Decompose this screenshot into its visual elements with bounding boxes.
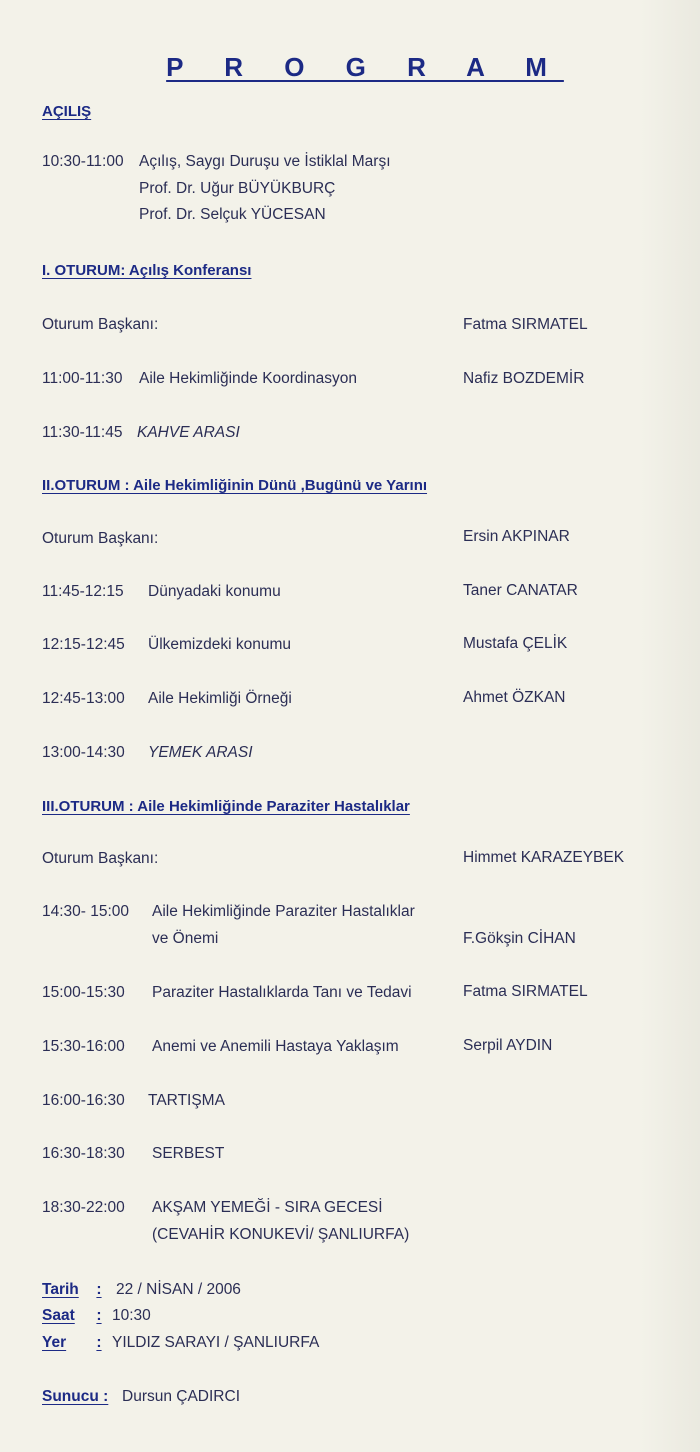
place-value: YILDIZ SARAYI / ŞANLIURFA xyxy=(112,1334,320,1351)
session3-row3-topic: Anemi ve Anemili Hastaya Yaklaşım xyxy=(152,1038,399,1055)
opening-speaker-2: Prof. Dr. Selçuk YÜCESAN xyxy=(139,206,326,223)
session3-row2-time: 15:00-15:30 xyxy=(42,984,125,1001)
session3-row1-time: 14:30- 15:00 xyxy=(42,903,130,920)
session1-break-time: 11:30-11:45 xyxy=(42,424,123,441)
session2-break-time: 13:00-14:30 xyxy=(42,744,125,761)
session3-chair-label: Oturum Başkanı: xyxy=(42,850,159,867)
session3-row4-topic: TARTIŞMA xyxy=(148,1092,225,1109)
session2-row1-time: 11:45-12:15 xyxy=(42,583,124,600)
place-colon: : xyxy=(96,1334,102,1351)
time-colon: : xyxy=(96,1307,102,1324)
session3-chair: Himmet KARAZEYBEK xyxy=(463,849,625,866)
session3-row3-speaker: Serpil AYDIN xyxy=(463,1037,553,1054)
page-title: P R O G R A M xyxy=(166,52,564,82)
session3-heading: III.OTURUM : Aile Hekimliğinde Paraziter Hastalıklar xyxy=(42,798,410,815)
opening-heading: AÇILIŞ xyxy=(42,103,92,120)
opening-item: Açılış, Saygı Duruşu ve İstiklal Marşı xyxy=(139,153,391,170)
session2-row3-topic: Aile Hekimliği Örneği xyxy=(148,690,292,707)
session2-break-label: YEMEK ARASI xyxy=(148,744,253,761)
session2-row3-time: 12:45-13:00 xyxy=(42,690,125,707)
session1-row1-topic: Aile Hekimliğinde Koordinasyon xyxy=(139,370,357,387)
session3-row6-topic-line1: AKŞAM YEMEĞİ - SIRA GECESİ xyxy=(152,1199,383,1216)
session2-heading: II.OTURUM : Aile Hekimliğinin Dünü ,Bugünü ve Yarını xyxy=(42,477,428,494)
session3-row4-time: 16:00-16:30 xyxy=(42,1092,125,1109)
session3-row6-topic-line2: (CEVAHİR KONUKEVİ/ ŞANLIURFA) xyxy=(152,1226,410,1243)
session1-row1-time: 11:00-11:30 xyxy=(42,370,123,387)
session1-heading: I. OTURUM: Açılış Konferansı xyxy=(42,262,252,279)
host-value: Dursun ÇADIRCI xyxy=(122,1388,240,1405)
session3-row3-time: 15:30-16:00 xyxy=(42,1038,125,1055)
session2-chair-label: Oturum Başkanı: xyxy=(42,530,159,547)
session2-row1-speaker: Taner CANATAR xyxy=(463,582,578,599)
session2-row2-time: 12:15-12:45 xyxy=(42,636,125,653)
session3-row5-time: 16:30-18:30 xyxy=(42,1145,125,1162)
session3-row1-topic-line2: ve Önemi xyxy=(152,930,219,947)
session2-row2-speaker: Mustafa ÇELİK xyxy=(463,635,568,652)
session3-row5-topic: SERBEST xyxy=(152,1145,225,1162)
date-label: Tarih xyxy=(42,1281,79,1298)
host-label: Sunucu : xyxy=(42,1388,109,1405)
session3-row2-speaker: Fatma SIRMATEL xyxy=(463,983,588,1000)
session2-row3-speaker: Ahmet ÖZKAN xyxy=(463,689,566,706)
session3-row2-topic: Paraziter Hastalıklarda Tanı ve Tedavi xyxy=(152,984,412,1001)
session1-break-label: KAHVE ARASI xyxy=(137,424,240,441)
date-colon: : xyxy=(96,1281,102,1298)
session1-chair-label: Oturum Başkanı: xyxy=(42,316,159,333)
paper-edge-shadow xyxy=(640,0,700,1452)
session2-row1-topic: Dünyadaki konumu xyxy=(148,583,281,600)
session2-row2-topic: Ülkemizdeki konumu xyxy=(148,636,291,653)
opening-speaker-1: Prof. Dr. Uğur BÜYÜKBURÇ xyxy=(139,180,336,197)
session1-chair: Fatma SIRMATEL xyxy=(463,316,588,333)
session3-row1-topic-line1: Aile Hekimliğinde Paraziter Hastalıklar xyxy=(152,903,415,920)
date-value: 22 / NİSAN / 2006 xyxy=(116,1281,241,1298)
time-label: Saat xyxy=(42,1307,75,1324)
time-value: 10:30 xyxy=(112,1307,151,1324)
session3-row6-time: 18:30-22:00 xyxy=(42,1199,125,1216)
session2-chair: Ersin AKPINAR xyxy=(463,528,570,545)
session3-row1-speaker: F.Gökşin CİHAN xyxy=(463,930,576,947)
place-label: Yer xyxy=(42,1334,67,1351)
opening-time: 10:30-11:00 xyxy=(42,153,124,170)
session1-row1-speaker: Nafiz BOZDEMİR xyxy=(463,370,585,387)
